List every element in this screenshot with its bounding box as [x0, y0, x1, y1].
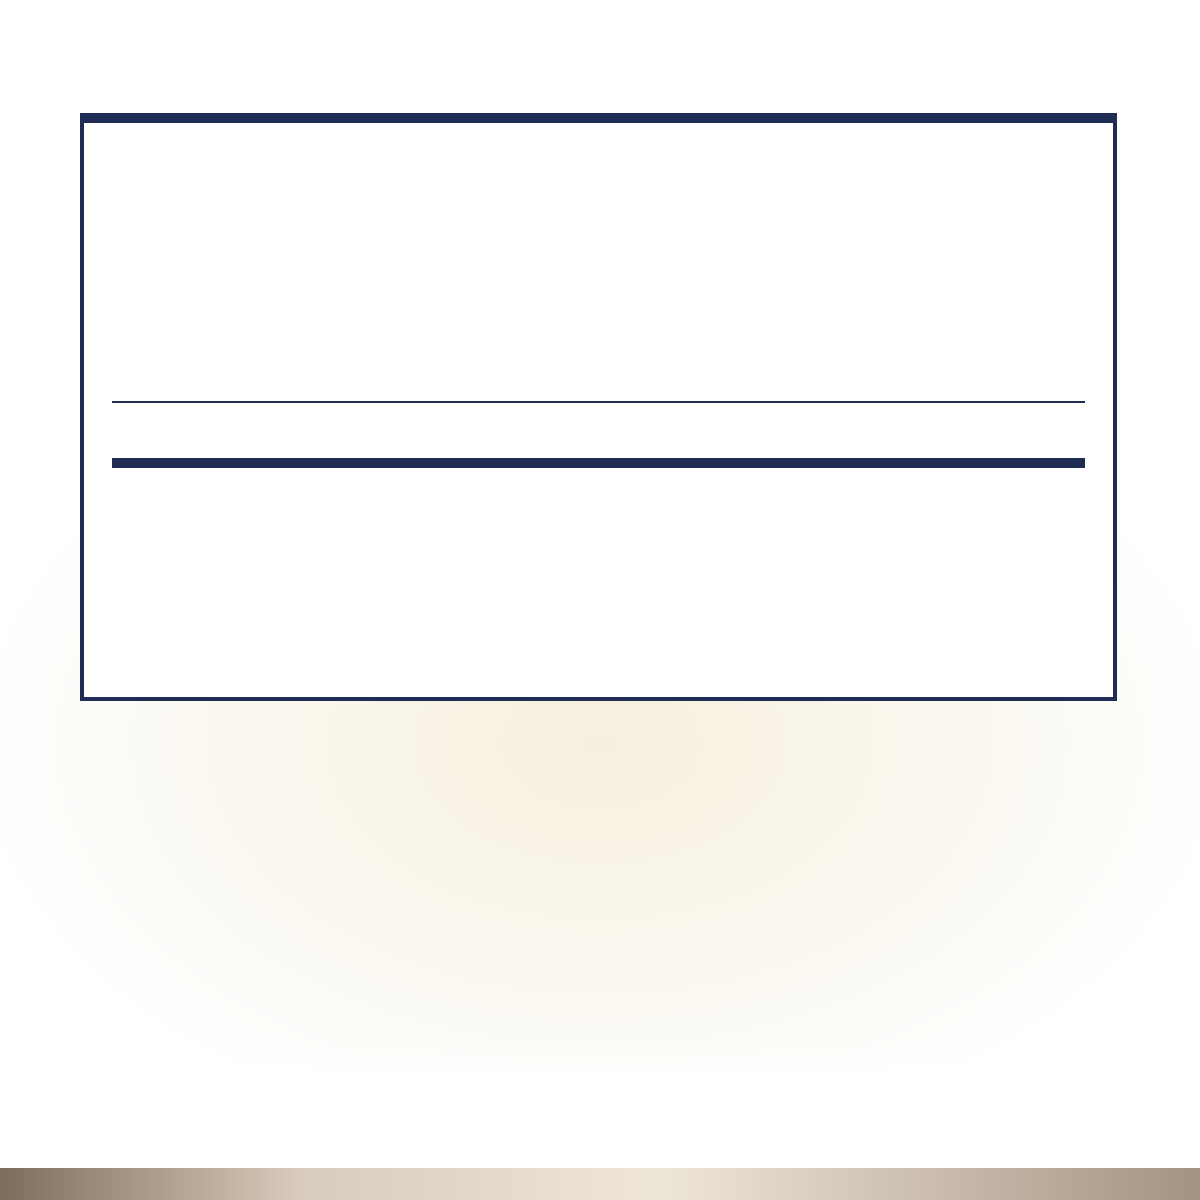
divider — [112, 401, 1085, 403]
background-fade — [0, 1040, 1200, 1168]
bottom-photo-strip — [0, 1168, 1200, 1200]
nutrition-panel — [80, 113, 1117, 701]
panel-top-bar — [80, 113, 1117, 123]
divider-thick — [112, 458, 1085, 468]
